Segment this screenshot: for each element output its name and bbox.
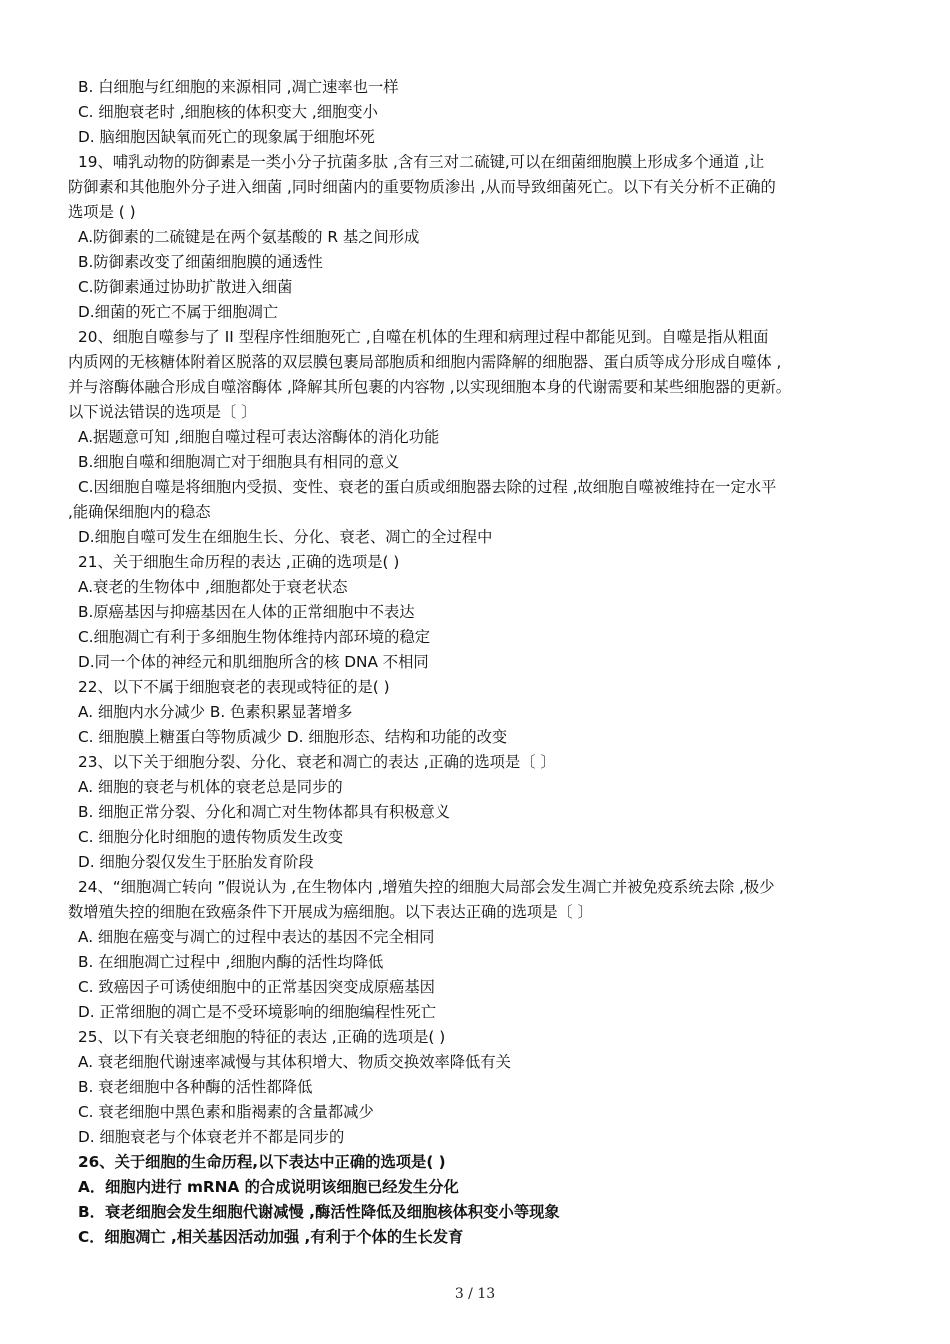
option-b-q18: B. 白细胞与红细胞的来源相同 ,凋亡速率也一样 bbox=[78, 78, 399, 96]
option-d-q19: D.细菌的死亡不属于细胞凋亡 bbox=[78, 303, 279, 321]
page-number: 3 / 13 bbox=[454, 1286, 496, 1302]
option-a-q24: A. 细胞在癌变与凋亡的过程中表达的基因不完全相同 bbox=[78, 928, 435, 946]
question-19-stem: 19、哺乳动物的防御素是一类小分子抗菌多肽 ,含有三对二硫键,可以在细菌细胞膜上形成多个通道 ,让 bbox=[78, 153, 765, 171]
option-b-q23: B. 细胞正常分裂、分化和凋亡对生物体都具有积极意义 bbox=[78, 803, 451, 821]
question-19-stem-cont: 选项是 ( ) bbox=[68, 203, 136, 221]
question-24-stem: 24、“细胞凋亡转向 ”假说认为 ,在生物体内 ,增殖失控的细胞大局部会发生凋亡并被免疫系统去除 ,极少 bbox=[78, 878, 775, 896]
option-d-q18: D. 脑细胞因缺氧而死亡的现象属于细胞坏死 bbox=[78, 128, 375, 146]
option-d-q21: D.同一个体的神经元和肌细胞所含的核 DNA 不相同 bbox=[78, 653, 429, 671]
question-20-stem-cont: 以下说法错误的选项是〔 〕 bbox=[68, 403, 257, 421]
option-d-q25: D. 细胞衰老与个体衰老并不都是同步的 bbox=[78, 1128, 345, 1146]
question-26-stem: 26、关于细胞的生命历程,以下表达中正确的选项是( ) bbox=[78, 1153, 446, 1171]
question-24-stem-cont: 数增殖失控的细胞在致癌条件下开展成为癌细胞。以下表达正确的选项是〔 〕 bbox=[68, 903, 593, 921]
option-a-q23: A. 细胞的衰老与机体的衰老总是同步的 bbox=[78, 778, 343, 796]
option-c-q18: C. 细胞衰老时 ,细胞核的体积变大 ,细胞变小 bbox=[78, 103, 378, 121]
option-b-q25: B. 衰老细胞中各种酶的活性都降低 bbox=[78, 1078, 313, 1096]
options-ab-q22: A. 细胞内水分减少 B. 色素积累显著增多 bbox=[78, 703, 353, 721]
option-c-q20: C.因细胞自噬是将细胞内受损、变性、衰老的蛋白质或细胞器去除的过程 ,故细胞自噬被维持在一定水平 bbox=[78, 478, 777, 496]
option-a-q20: A.据题意可知 ,细胞自噬过程可表达溶酶体的消化功能 bbox=[78, 428, 440, 446]
question-23-stem: 23、以下关于细胞分裂、分化、衰老和凋亡的表达 ,正确的选项是〔 〕 bbox=[78, 753, 556, 771]
question-20-stem: 20、细胞自噬参与了 II 型程序性细胞死亡 ,自噬在机体的生理和病理过程中都能见到。自噬是指从粗面 bbox=[78, 328, 769, 346]
option-b-q19: B.防御素改变了细菌细胞膜的通透性 bbox=[78, 253, 323, 271]
option-c-q26: C．细胞凋亡 ,相关基因活动加强 ,有利于个体的生长发育 bbox=[78, 1228, 464, 1246]
question-20-stem-cont: 内质网的无核糖体附着区脱落的双层膜包裹局部胞质和细胞内需降解的细胞器、蛋白质等成分形成自噬体 , bbox=[68, 353, 782, 371]
option-c-q24: C. 致癌因子可诱使细胞中的正常基因突变成原癌基因 bbox=[78, 978, 435, 996]
document-body bbox=[68, 75, 892, 1250]
question-19-stem-cont: 防御素和其他胞外分子进入细菌 ,同时细菌内的重要物质渗出 ,从而导致细菌死亡。以下有关分析不正确的 bbox=[68, 178, 776, 196]
option-c-q21: C.细胞凋亡有利于多细胞生物体维持内部环境的稳定 bbox=[78, 628, 431, 646]
option-b-q24: B. 在细胞凋亡过程中 ,细胞内酶的活性均降低 bbox=[78, 953, 384, 971]
question-21-stem: 21、关于细胞生命历程的表达 ,正确的选项是( ) bbox=[78, 553, 400, 571]
option-c-q19: C.防御素通过协助扩散进入细菌 bbox=[78, 278, 293, 296]
question-20-stem-cont: 并与溶酶体融合形成自噬溶酶体 ,降解其所包裹的内容物 ,以实现细胞本身的代谢需要和某些细胞器的更新。 bbox=[68, 378, 792, 396]
question-25-stem: 25、以下有关衰老细胞的特征的表达 ,正确的选项是( ) bbox=[78, 1028, 446, 1046]
option-a-q26: A．细胞内进行 mRNA 的合成说明该细胞已经发生分化 bbox=[78, 1178, 459, 1196]
option-d-q24: D. 正常细胞的凋亡是不受环境影响的细胞编程性死亡 bbox=[78, 1003, 437, 1021]
option-d-q23: D. 细胞分裂仅发生于胚胎发育阶段 bbox=[78, 853, 314, 871]
option-c-q20-cont: ,能确保细胞内的稳态 bbox=[68, 503, 211, 521]
option-a-q25: A. 衰老细胞代谢速率减慢与其体积增大、物质交换效率降低有关 bbox=[78, 1053, 511, 1071]
option-a-q21: A.衰老的生物体中 ,细胞都处于衰老状态 bbox=[78, 578, 348, 596]
option-b-q21: B.原癌基因与抑癌基因在人体的正常细胞中不表达 bbox=[78, 603, 415, 621]
option-b-q26: B．衰老细胞会发生细胞代谢减慢 ,酶活性降低及细胞核体积变小等现象 bbox=[78, 1203, 560, 1221]
question-22-stem: 22、以下不属于细胞衰老的表现或特征的是( ) bbox=[78, 678, 390, 696]
option-c-q23: C. 细胞分化时细胞的遗传物质发生改变 bbox=[78, 828, 344, 846]
option-a-q19: A.防御素的二硫键是在两个氨基酸的 R 基之间形成 bbox=[78, 228, 420, 246]
option-d-q20: D.细胞自噬可发生在细胞生长、分化、衰老、凋亡的全过程中 bbox=[78, 528, 493, 546]
options-cd-q22: C. 细胞膜上糖蛋白等物质减少 D. 细胞形态、结构和功能的改变 bbox=[78, 728, 508, 746]
option-b-q20: B.细胞自噬和细胞凋亡对于细胞具有相同的意义 bbox=[78, 453, 400, 471]
option-c-q25: C. 衰老细胞中黑色素和脂褐素的含量都减少 bbox=[78, 1103, 374, 1121]
